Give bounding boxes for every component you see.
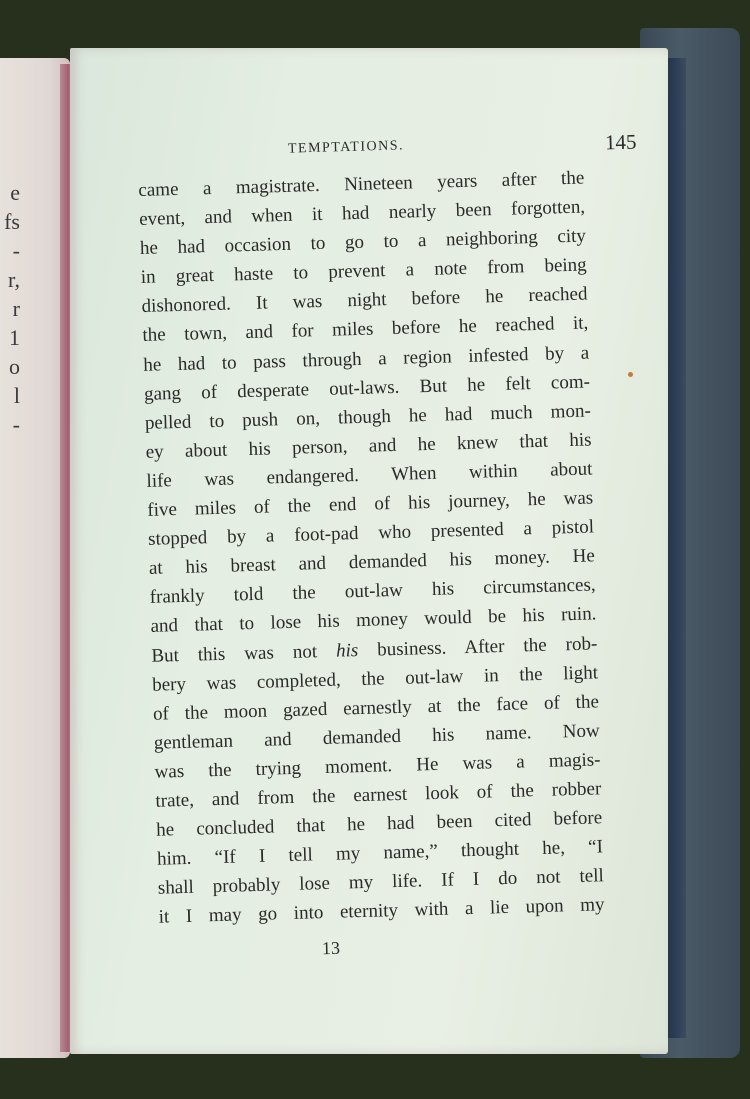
page-speck	[628, 372, 633, 377]
text-line: event, and when it had nearly been forgotten,	[138, 196, 586, 231]
text-line: dishonored. It was night before he reached	[141, 283, 588, 318]
facing-fragment: r,	[8, 267, 20, 292]
page-header	[138, 130, 638, 160]
text-line: gentleman and demanded his name. Now	[153, 720, 600, 754]
text-line: he had occasion to go to a neighboring city	[139, 225, 587, 260]
text-line: he had to pass through a region infested by a	[142, 342, 590, 376]
body-text	[138, 164, 605, 933]
text-line: came a magistrate. Nineteen years after the	[138, 167, 585, 201]
text-line: he concluded that he had been cited before	[155, 807, 603, 841]
text-line: shall probably lose my life. If I do not tell	[157, 865, 605, 899]
text-line: five miles of the end of his journey, he was	[147, 487, 594, 521]
text-line: him. “If I tell my name,” thought he, “I	[156, 836, 604, 870]
page-number: 145	[604, 129, 637, 155]
text-line: and that to lose his money would be his ruin.	[150, 603, 597, 638]
facing-fragment: -	[12, 238, 20, 263]
facing-fragment: o	[9, 354, 20, 379]
facing-page-text	[0, 178, 20, 439]
facing-fragment: r	[12, 296, 20, 321]
book-page	[70, 48, 668, 1054]
text-line: was the trying moment. He was a magis-	[154, 749, 601, 783]
italic-word: his	[335, 639, 359, 662]
text-line: the town, and for miles before he reached it,	[142, 312, 589, 347]
text-line: stopped by a foot-pad who presented a pistol	[147, 516, 595, 550]
running-head: TEMPTATIONS.	[287, 138, 405, 157]
text-line: pelled to push on, though he had much mon-	[144, 400, 592, 434]
text-line: it I may go into eternity with a lie upon my	[158, 894, 605, 929]
text-line: trate, and from the earnest look of the robber	[155, 778, 602, 812]
text-line: ey about his person, and he knew that his	[145, 429, 592, 463]
text-line: of the moon gazed earnestly at the face of the	[152, 691, 600, 725]
book-cover-edge	[666, 58, 686, 1038]
facing-fragment: l	[13, 383, 20, 408]
signature-mark: 13	[321, 937, 341, 959]
facing-fragment: fs	[4, 209, 20, 234]
text-line: at his breast and demanded his money. He	[148, 545, 596, 580]
text-line: frankly told the out-law his circumstances,	[149, 574, 596, 609]
facing-fragment: e	[10, 180, 20, 205]
facing-fragment: -	[12, 412, 20, 437]
text-line-italic: But this was not his business. After the rob-	[151, 632, 598, 667]
text-line: bery was completed, the out-law in the light	[151, 661, 599, 696]
facing-fragment: 1	[9, 325, 20, 350]
text-line: in great haste to prevent a note from being	[140, 254, 587, 289]
text-line: gang of desperate out-laws. But he felt com-	[143, 371, 591, 405]
text-line: life was endangered. When within about	[146, 458, 593, 492]
